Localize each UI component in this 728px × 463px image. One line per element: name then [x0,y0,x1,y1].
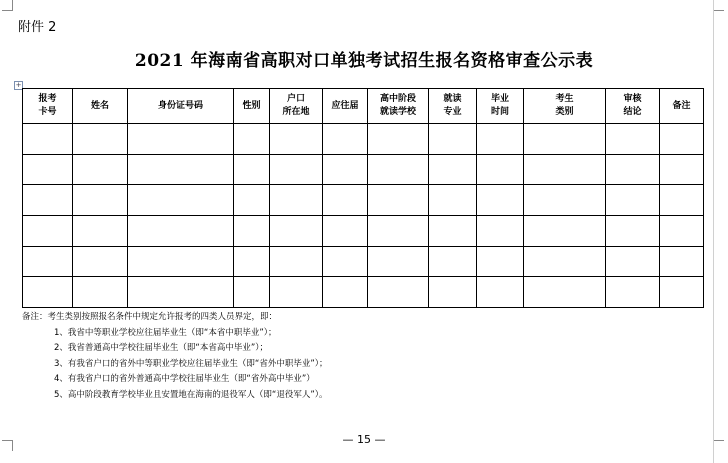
table-cell[interactable] [23,124,73,155]
table-cell[interactable] [524,246,606,277]
table-cell[interactable] [270,215,323,246]
table-cell[interactable] [524,215,606,246]
page-corner-mark [713,0,724,11]
header-cell: 备注 [660,89,704,124]
table-cell[interactable] [429,246,477,277]
table-cell[interactable] [524,124,606,155]
table-cell[interactable] [73,154,128,185]
table-cell[interactable] [128,124,234,155]
notes-lead: 备注：考生类别按照报名条件中规定允许报考的四类人员界定，即： [22,312,278,322]
table-cell[interactable] [234,277,270,308]
table-move-handle-icon[interactable]: + [15,81,22,89]
table-cell[interactable] [128,277,234,308]
table-cell[interactable] [368,154,429,185]
table-cell[interactable] [477,277,524,308]
table-cell[interactable] [660,124,704,155]
table-cell[interactable] [660,277,704,308]
table-cell[interactable] [234,215,270,246]
table-cell[interactable] [128,154,234,185]
table-cell[interactable] [323,246,368,277]
table-row [23,277,704,308]
table-cell[interactable] [270,124,323,155]
table-cell[interactable] [368,185,429,216]
table-cell[interactable] [323,154,368,185]
table-cell[interactable] [323,124,368,155]
header-cell: 毕业 时间 [477,89,524,124]
table-cell[interactable] [128,246,234,277]
header-cell: 报考 卡号 [23,89,73,124]
table-cell[interactable] [606,246,660,277]
table-cell[interactable] [606,215,660,246]
table-cell[interactable] [270,277,323,308]
table-cell[interactable] [23,277,73,308]
table-cell[interactable] [323,185,368,216]
table-cell[interactable] [429,154,477,185]
notes-item: 5、高中阶段教育学校毕业且安置地在海南的退役军人（即“退役军人”）。 [54,389,328,400]
table-row [23,215,704,246]
table-cell[interactable] [23,154,73,185]
table-cell[interactable] [524,277,606,308]
table-cell[interactable] [323,215,368,246]
table-cell[interactable] [234,154,270,185]
table-cell[interactable] [323,277,368,308]
table-cell[interactable] [270,185,323,216]
table-cell[interactable] [368,124,429,155]
table-cell[interactable] [368,246,429,277]
table-cell[interactable] [606,124,660,155]
table-body [23,124,704,308]
table-cell[interactable] [234,246,270,277]
table-row [23,154,704,185]
table-cell[interactable] [368,215,429,246]
table-row [23,246,704,277]
table-cell[interactable] [477,246,524,277]
table-cell[interactable] [477,185,524,216]
table-cell[interactable] [429,215,477,246]
table-cell[interactable] [73,277,128,308]
header-cell: 姓名 [73,89,128,124]
table-cell[interactable] [660,246,704,277]
table-cell[interactable] [477,124,524,155]
page-number: — 15 — [342,433,386,446]
table-cell[interactable] [429,124,477,155]
header-cell: 应往届 [323,89,368,124]
table-cell[interactable] [477,215,524,246]
notes-item: 4、有我省户口的省外普通高中学校往届毕业生（即“省外高中毕业”） [54,374,315,384]
header-cell: 性别 [234,89,270,124]
table-cell[interactable] [660,215,704,246]
table-cell[interactable] [73,124,128,155]
table-cell[interactable] [128,215,234,246]
table-cell[interactable] [368,277,429,308]
table-row [23,124,704,155]
table-cell[interactable] [524,185,606,216]
table-cell[interactable] [660,154,704,185]
table-cell[interactable] [270,154,323,185]
table-row [23,185,704,216]
notes-item: 1、我省中等职业学校应往届毕业生（即“本省中职毕业”）； [54,327,277,338]
table-cell[interactable] [73,185,128,216]
table-cell[interactable] [660,185,704,216]
table-cell[interactable] [23,185,73,216]
table-cell[interactable] [128,185,234,216]
document-title: 2021 年海南省高职对口单独考试招生报名资格审查公示表 [134,51,594,71]
table-cell[interactable] [73,215,128,246]
table-cell[interactable] [606,277,660,308]
attachment-label: 附件 2 [18,20,57,35]
table-cell[interactable] [429,185,477,216]
table-cell[interactable] [477,154,524,185]
table-cell[interactable] [270,246,323,277]
review-table [22,88,704,308]
header-cell: 高中阶段 就读学校 [368,89,429,124]
header-cell: 考生 类别 [524,89,606,124]
table-cell[interactable] [23,246,73,277]
table-cell[interactable] [606,185,660,216]
table-cell[interactable] [429,277,477,308]
notes-item: 2、我省普通高中学校往届毕业生（即“本省高中毕业”）； [54,343,268,353]
table-header-row [23,89,704,124]
notes-item: 3、有我省户口的省外中等职业学校应往届毕业生（即“省外中职毕业”）； [54,358,328,369]
table-cell[interactable] [524,154,606,185]
table-cell[interactable] [606,154,660,185]
header-cell: 就读 专业 [429,89,477,124]
header-cell: 审核 结论 [606,89,660,124]
table-cell[interactable] [23,215,73,246]
table-cell[interactable] [234,185,270,216]
header-cell: 身份证号码 [128,89,234,124]
table-cell[interactable] [234,124,270,155]
table-cell[interactable] [73,246,128,277]
page-corner-mark [2,0,13,11]
header-cell: 户口 所在地 [270,89,323,124]
notes-block [22,310,327,403]
